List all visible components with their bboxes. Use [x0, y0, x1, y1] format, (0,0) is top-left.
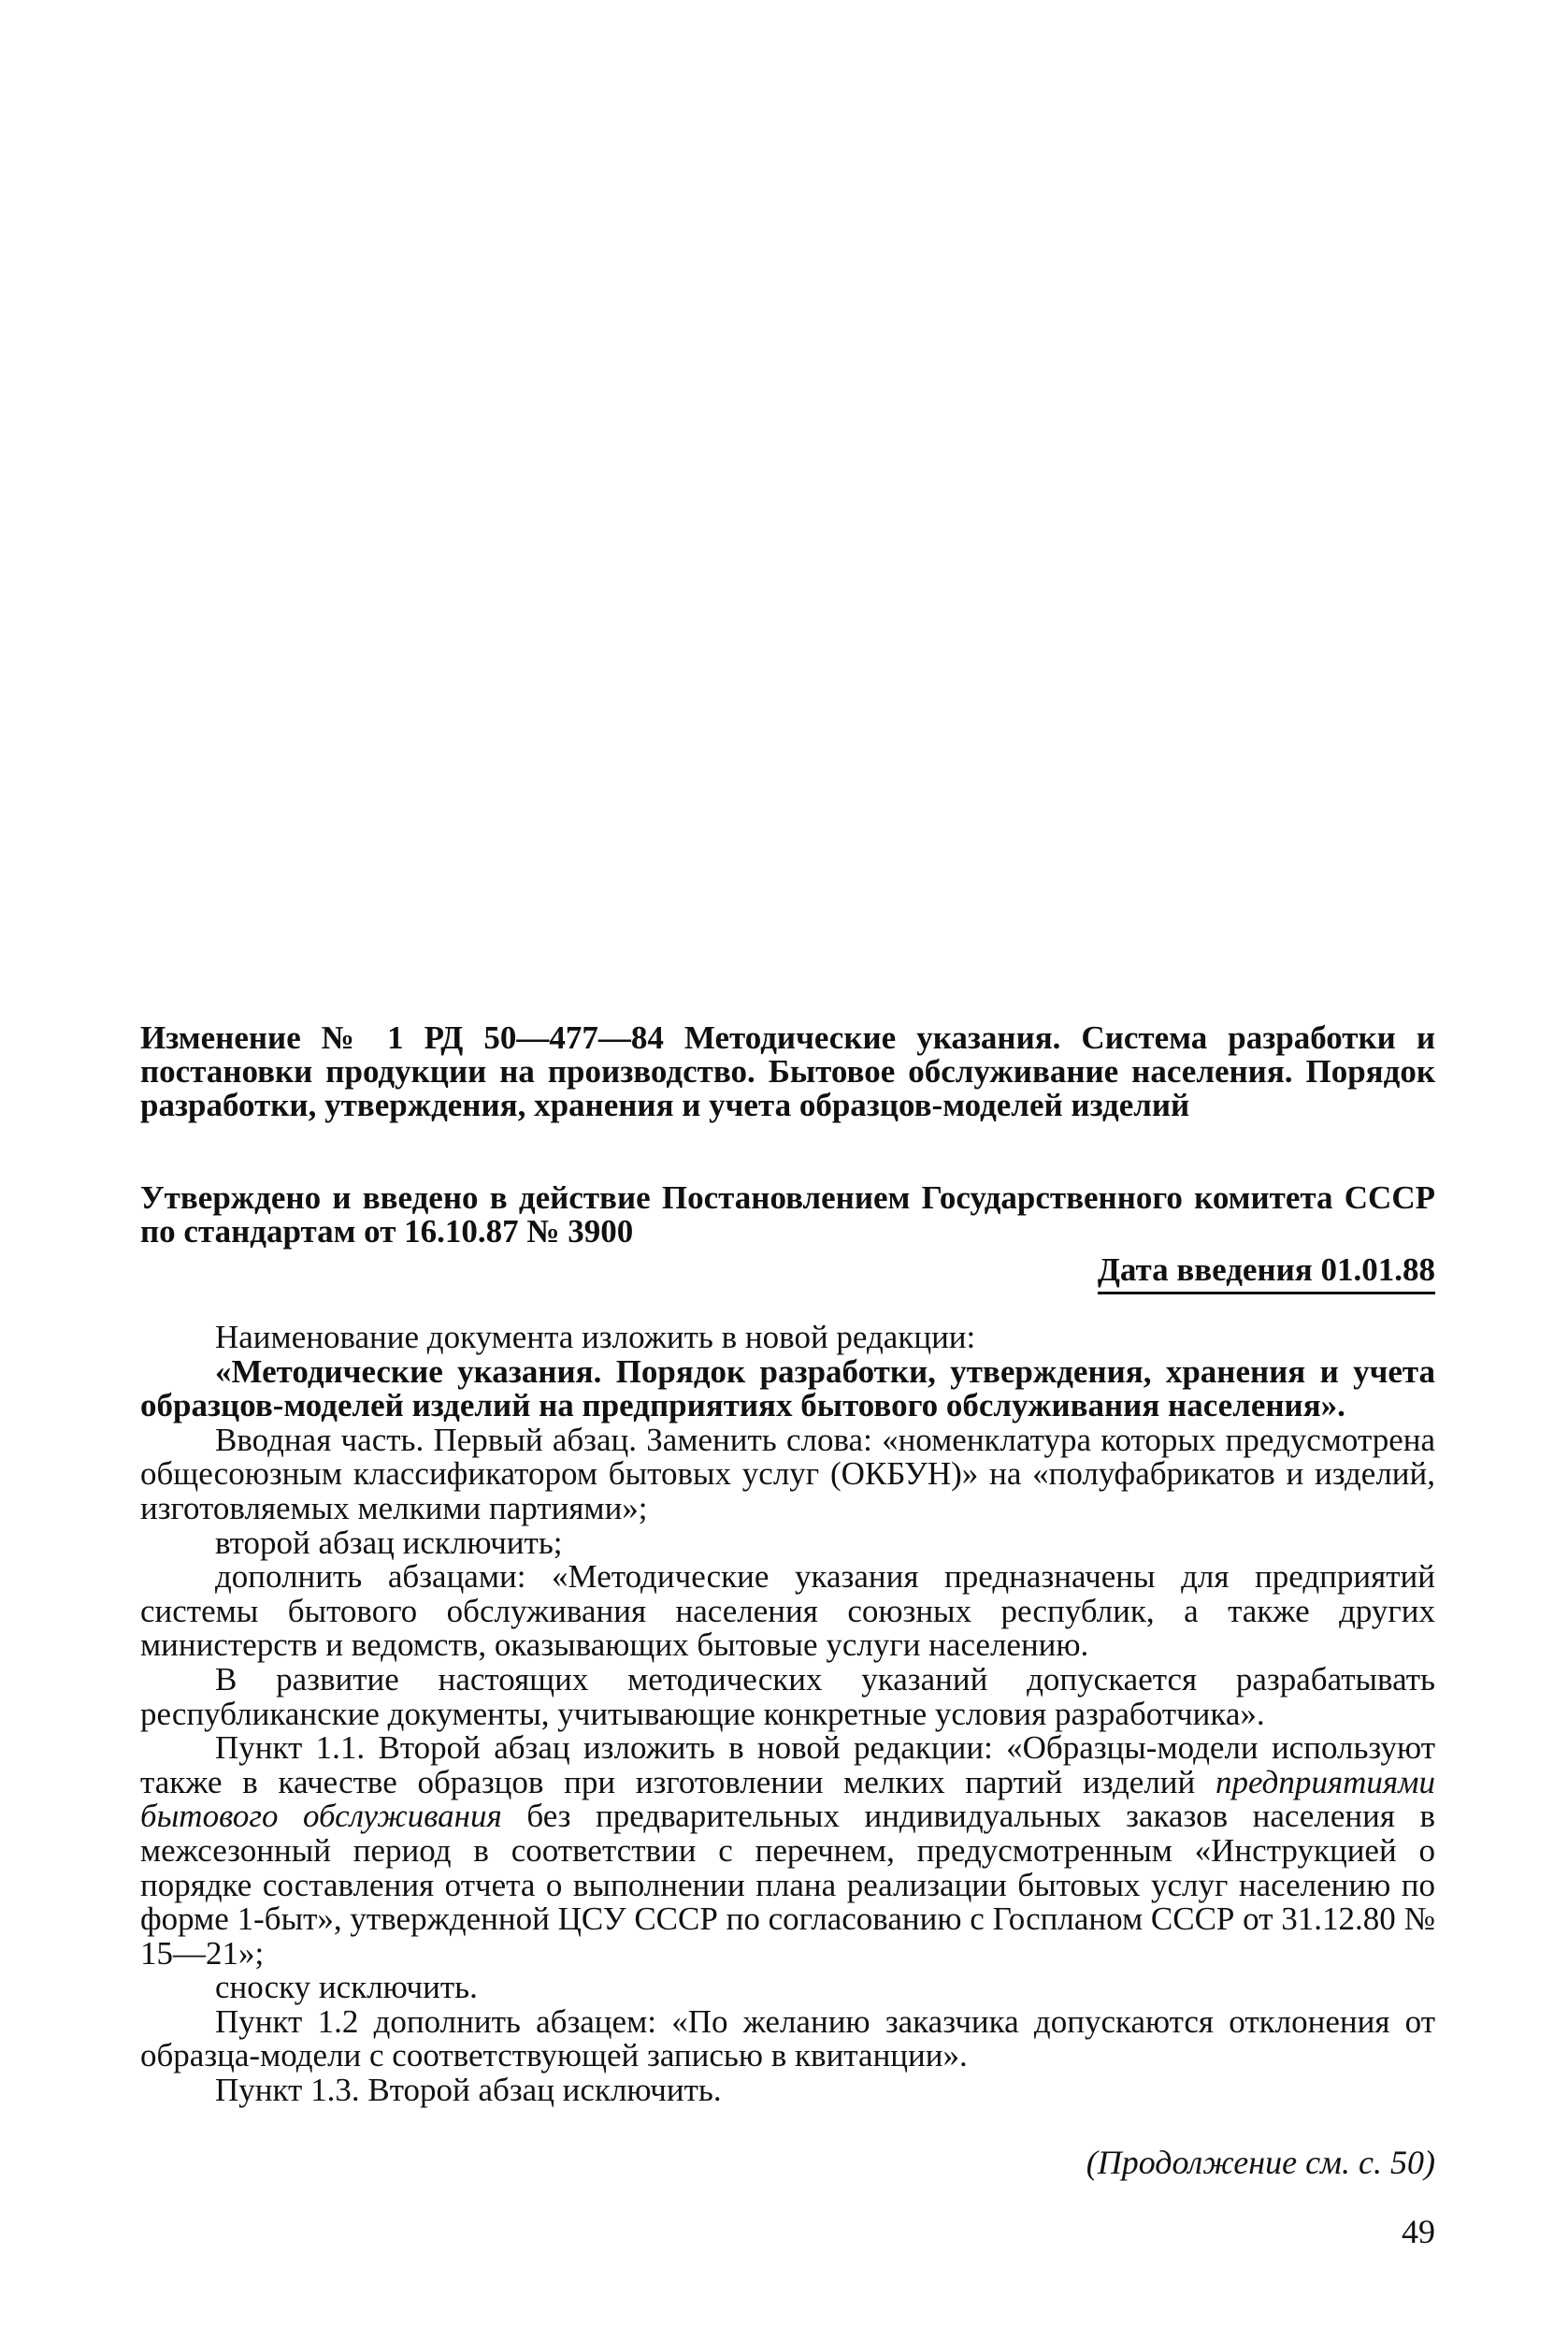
paragraph-item-1-1	[140, 1731, 1435, 1971]
page-number: 49	[1402, 2213, 1435, 2250]
amendment-title: Изменение № 1 РД 50—477—84 Методические указания. Система разработки и постановки продукции на производство. Бытовое обслуживание населения. Порядок разработки, утверждения, хранения и учета образцов-моделей изделий	[140, 1019, 1435, 1123]
item-1-1-emphasis: предприятиями бытового обслуживания	[140, 1763, 1435, 1835]
paragraph-development: В развитие настоящих методических указаний допускается разрабатывать республиканские документы, учитывающие конкретные условия разработчика».	[140, 1660, 1435, 1732]
amendment-body	[140, 1321, 1435, 2108]
paragraph-item-1-3: Пункт 1.3. Второй абзац исключить.	[215, 2072, 722, 2109]
item-1-1-end: без предварительных индивидуальных заказов населения в межсезонный период в соответствии с перечнем, предусмотренным «Инструкцией о порядке составления отчета о выполнении плана реализации бытовых услуг населению по форме 1-быт», утвержденной ЦСУ СССР по согласованию с Госпланом СССР от 31.12.80 № 15—21»;	[140, 1798, 1436, 1972]
paragraph-add-abzacs: дополнить абзацами: «Методические указания предназначены для предприятий системы бытового обслуживания населения союзных республик, а также других министерств и ведомств, оказывающих бытовые услуги населению.	[140, 1558, 1435, 1664]
item-1-1-start: Пункт 1.1. Второй абзац изложить в новой редакции: «Образцы-модели используют также в качестве образцов при изготовлении мелких партий изделий	[140, 1729, 1435, 1800]
effective-date: Дата введения 01.01.88	[1098, 1252, 1435, 1294]
paragraph-introduction: Вводная часть. Первый абзац. Заменить слова: «номенклатура которых предусмотрена общесоюзным классификатором бытовых услуг (ОКБУН)» на «полуфабрикатов и изделий, изготовляемых мелкими партиями»;	[140, 1421, 1435, 1526]
paragraph-new-title: «Методические указания. Порядок разработки, утверждения, хранения и учета образцов-моделей изделий на предприятиях бытового обслуживания населения».	[140, 1352, 1435, 1424]
paragraph-document-name: Наименование документа изложить в новой редакции:	[215, 1319, 976, 1355]
continuation-note: (Продолжение см. с. 50)	[1086, 2144, 1435, 2181]
approval-statement: Утверждено и введено в действие Постановлением Государственного комитета СССР по стандартам от 16.10.87 № 3900	[140, 1179, 1435, 1250]
paragraph-footnote-removal: сноску исключить.	[215, 1969, 478, 2006]
paragraph-item-1-2: Пункт 1.2 дополнить абзацем: «По желанию заказчика допускаются отклонения от образца-модели с соответствующей записью в квитанции».	[140, 2002, 1435, 2074]
paragraph-second-abzac: второй абзац исключить;	[215, 1524, 563, 1561]
